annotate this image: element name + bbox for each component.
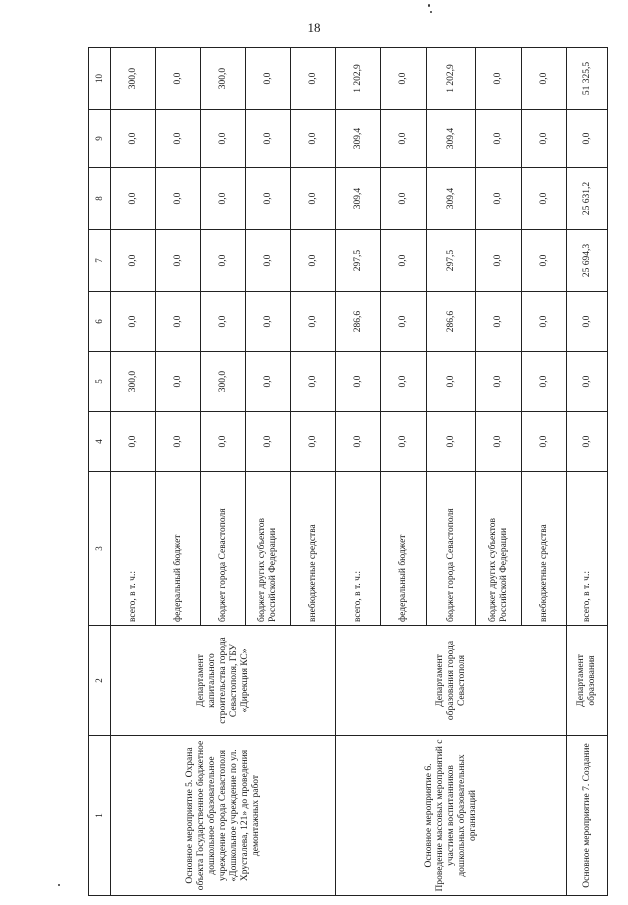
- column-number: 2: [89, 626, 111, 736]
- funding-source-cell: федеральный бюджет: [156, 472, 201, 626]
- value-cell: 0,0: [291, 352, 336, 412]
- value-cell: 0,0: [381, 230, 427, 292]
- funding-source-cell: всего, в т. ч.:: [336, 472, 381, 626]
- value-cell: 0,0: [246, 230, 291, 292]
- value-cell: 0,0: [201, 412, 246, 472]
- value-cell: 0,0: [336, 412, 381, 472]
- value-cell: 0,0: [381, 168, 427, 230]
- value-cell: 0,0: [111, 230, 156, 292]
- budget-table: [88, 48, 607, 896]
- table-row: [336, 48, 381, 896]
- funding-source-cell: внебюджетные средства: [522, 472, 567, 626]
- value-cell: 51 325,5: [567, 48, 608, 110]
- value-cell: 309,4: [427, 110, 476, 168]
- value-cell: 0,0: [156, 168, 201, 230]
- funding-source-cell: федеральный бюджет: [381, 472, 427, 626]
- value-cell: 0,0: [427, 352, 476, 412]
- value-cell: 300,0: [111, 352, 156, 412]
- value-cell: 1 202,9: [427, 48, 476, 110]
- value-cell: 0,0: [522, 230, 567, 292]
- table-row: [567, 48, 608, 896]
- column-number: 1: [89, 736, 111, 896]
- value-cell: 0,0: [522, 110, 567, 168]
- value-cell: 309,4: [427, 168, 476, 230]
- value-cell: 25 631,2: [567, 168, 608, 230]
- value-cell: 0,0: [567, 412, 608, 472]
- value-cell: 0,0: [291, 110, 336, 168]
- funding-source-cell: внебюджетные средства: [291, 472, 336, 626]
- value-cell: 0,0: [111, 292, 156, 352]
- activity-cell: Основное мероприятие 6. Проведение массовых мероприятий с участием воспитанников дошкольных образовательных организаций: [336, 736, 567, 896]
- value-cell: 0,0: [522, 292, 567, 352]
- column-number: 7: [89, 230, 111, 292]
- value-cell: 0,0: [476, 168, 522, 230]
- value-cell: 0,0: [476, 230, 522, 292]
- value-cell: 286,6: [336, 292, 381, 352]
- funding-source-cell: бюджет других субъектов Российской Федерации: [476, 472, 522, 626]
- funding-source-cell: бюджет других субъектов Российской Федерации: [246, 472, 291, 626]
- funding-source-cell: всего, в т. ч.:: [111, 472, 156, 626]
- column-number: 3: [89, 472, 111, 626]
- value-cell: 0,0: [381, 110, 427, 168]
- value-cell: 0,0: [156, 48, 201, 110]
- value-cell: 0,0: [246, 48, 291, 110]
- value-cell: 0,0: [476, 412, 522, 472]
- value-cell: 0,0: [246, 292, 291, 352]
- value-cell: 300,0: [111, 48, 156, 110]
- funding-source-cell: бюджет города Севастополя: [427, 472, 476, 626]
- value-cell: 0,0: [522, 352, 567, 412]
- value-cell: 0,0: [381, 48, 427, 110]
- value-cell: 25 694,3: [567, 230, 608, 292]
- value-cell: 0,0: [522, 412, 567, 472]
- funding-source-cell: бюджет города Севастополя: [201, 472, 246, 626]
- value-cell: 0,0: [201, 168, 246, 230]
- scan-speck: [58, 884, 60, 886]
- value-cell: 297,5: [427, 230, 476, 292]
- value-cell: 0,0: [476, 292, 522, 352]
- value-cell: 0,0: [567, 110, 608, 168]
- value-cell: 286,6: [427, 292, 476, 352]
- value-cell: 0,0: [291, 412, 336, 472]
- column-number: 8: [89, 168, 111, 230]
- value-cell: 0,0: [201, 230, 246, 292]
- value-cell: 0,0: [427, 412, 476, 472]
- rotated-page-content: [88, 48, 607, 896]
- scan-speck: [430, 11, 432, 13]
- value-cell: 297,5: [336, 230, 381, 292]
- value-cell: 0,0: [111, 110, 156, 168]
- value-cell: 0,0: [522, 168, 567, 230]
- value-cell: 300,0: [201, 352, 246, 412]
- value-cell: 0,0: [156, 412, 201, 472]
- value-cell: 0,0: [567, 292, 608, 352]
- page-number: 18: [307, 20, 321, 35]
- executor-cell: Департамент капитального строительства города Севастополя, ГБУ «Дирекция КС»: [111, 626, 336, 736]
- value-cell: 0,0: [567, 352, 608, 412]
- value-cell: 0,0: [246, 412, 291, 472]
- value-cell: 0,0: [156, 110, 201, 168]
- value-cell: 1 202,9: [336, 48, 381, 110]
- value-cell: 0,0: [381, 352, 427, 412]
- value-cell: 0,0: [291, 292, 336, 352]
- value-cell: 0,0: [201, 292, 246, 352]
- executor-cell: Департамент образования: [567, 626, 608, 736]
- value-cell: 0,0: [381, 292, 427, 352]
- value-cell: 0,0: [156, 292, 201, 352]
- value-cell: 0,0: [476, 48, 522, 110]
- value-cell: 309,4: [336, 110, 381, 168]
- value-cell: 0,0: [522, 48, 567, 110]
- header-row: [89, 48, 111, 896]
- value-cell: 0,0: [476, 110, 522, 168]
- funding-source-cell: всего, в т. ч.:: [567, 472, 608, 626]
- value-cell: 0,0: [381, 412, 427, 472]
- value-cell: 0,0: [156, 230, 201, 292]
- table-row: [111, 48, 156, 896]
- value-cell: 0,0: [201, 110, 246, 168]
- value-cell: 309,4: [336, 168, 381, 230]
- activity-cell: Основное мероприятие 5. Охрана объекта Государственное бюджетное дошкольное образовательное учреждение города Севастополя «Дошкольное учреждение по ул. Хрусталева, 121» до проведения демонтажных работ: [111, 736, 336, 896]
- scan-speck: [428, 4, 430, 7]
- value-cell: 0,0: [291, 48, 336, 110]
- value-cell: 0,0: [476, 352, 522, 412]
- column-number: 5: [89, 352, 111, 412]
- value-cell: 0,0: [336, 352, 381, 412]
- value-cell: 0,0: [246, 110, 291, 168]
- value-cell: 0,0: [111, 412, 156, 472]
- value-cell: 0,0: [291, 168, 336, 230]
- value-cell: 0,0: [156, 352, 201, 412]
- activity-cell: Основное мероприятие 7. Создание: [567, 736, 608, 896]
- value-cell: 0,0: [291, 230, 336, 292]
- column-number: 9: [89, 110, 111, 168]
- value-cell: 0,0: [246, 352, 291, 412]
- value-cell: 0,0: [246, 168, 291, 230]
- value-cell: 300,0: [201, 48, 246, 110]
- executor-cell: Департамент образования города Севастополя: [336, 626, 567, 736]
- column-number: 6: [89, 292, 111, 352]
- value-cell: 0,0: [111, 168, 156, 230]
- column-number: 4: [89, 412, 111, 472]
- column-number: 10: [89, 48, 111, 110]
